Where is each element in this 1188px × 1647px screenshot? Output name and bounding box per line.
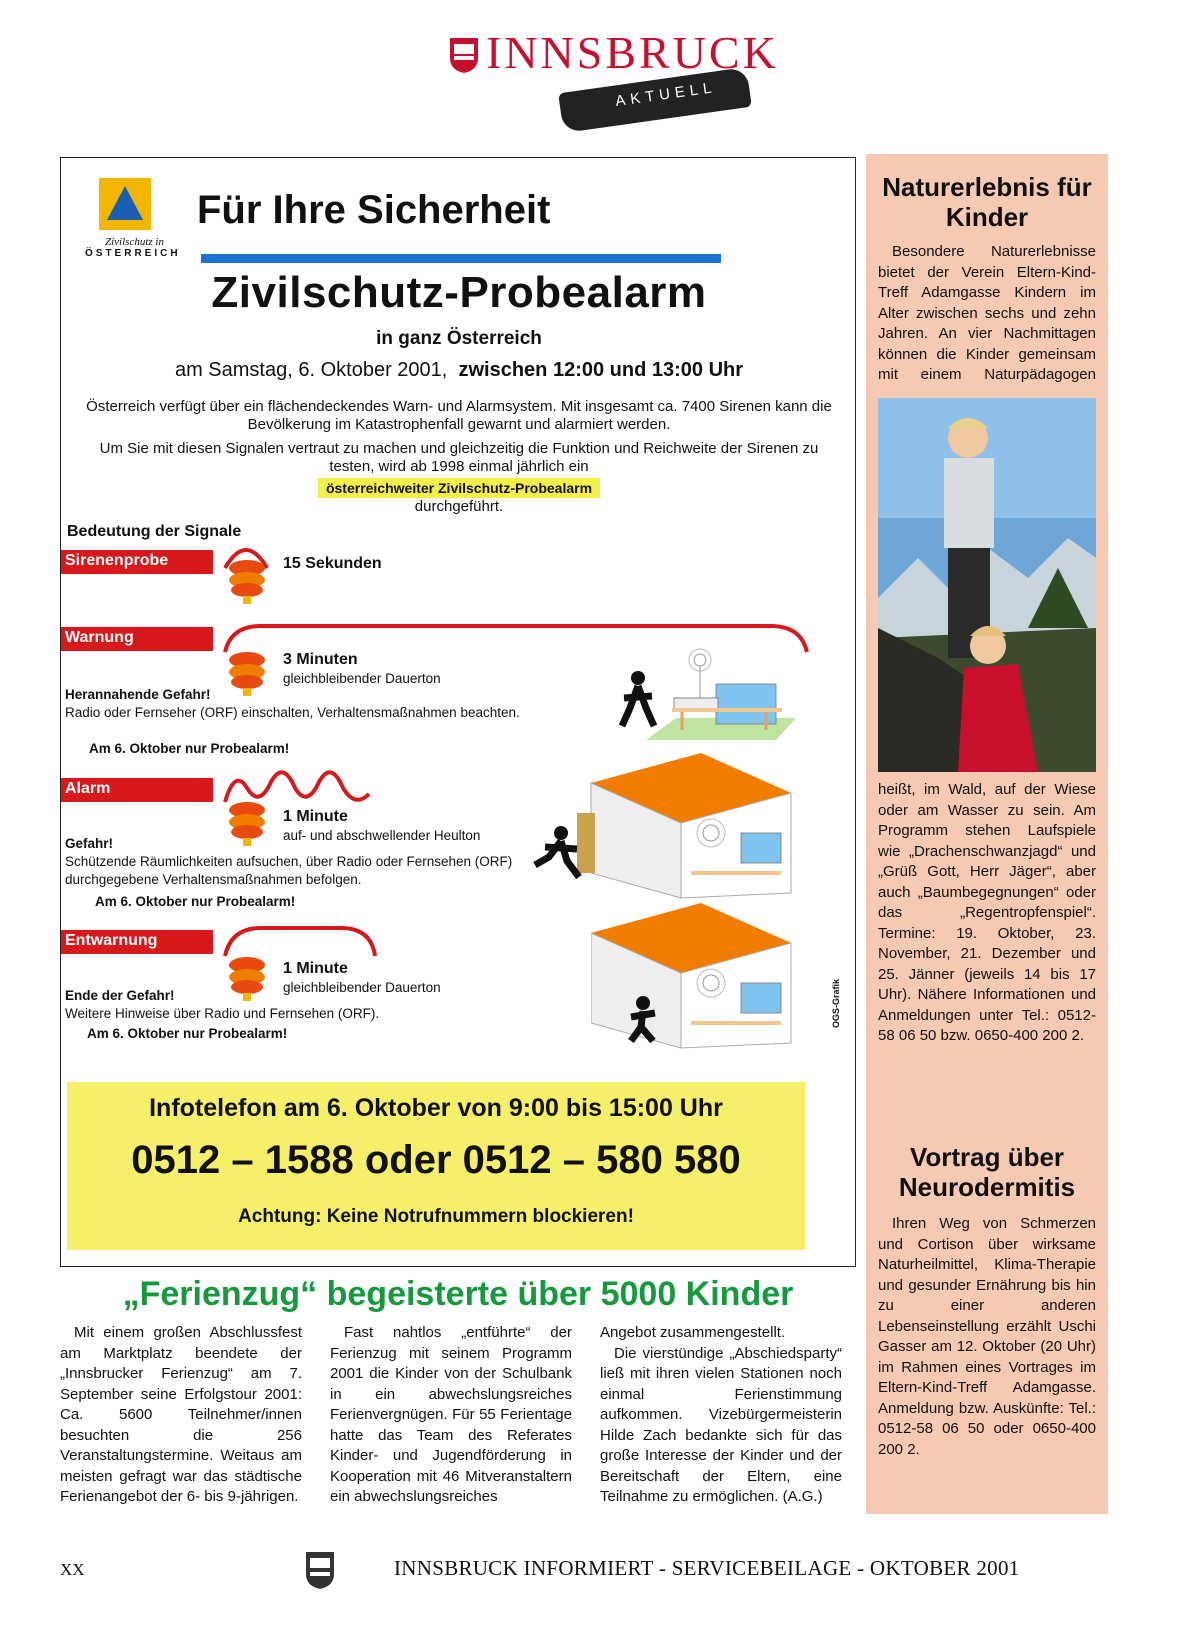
sidebar-text-1b — [878, 780, 1096, 1132]
sidebar-heading-2: Vortrag über Neurodermitis — [898, 1142, 1076, 1202]
highlight-text: österreichweiter Zivilschutz-Probealarm — [318, 478, 600, 498]
signal-text: Radio oder Fernseher (ORF) einschalten, Verhaltensmaßnahmen beachten. — [65, 705, 520, 720]
signal-label-sirenenprobe: Sirenenprobe — [61, 550, 213, 574]
radio-scene-illustration — [616, 648, 806, 748]
masthead — [440, 27, 779, 125]
notice-kicker: Für Ihre Sicherheit — [197, 188, 551, 232]
feature-column-2 — [330, 1323, 572, 1508]
time-text: zwischen 12:00 und 13:00 Uhr — [458, 359, 744, 381]
emergency-warning: Achtung: Keine Notrufnummern blockieren! — [238, 1206, 634, 1227]
city-crest-icon — [448, 36, 480, 74]
masthead-title: INNSBRUCK — [486, 27, 779, 78]
signal-label-alarm: Alarm — [61, 778, 213, 802]
probealarm-note: Am 6. Oktober nur Probealarm! — [87, 1026, 288, 1041]
info-line: Infotelefon am 6. Oktober von 9:00 bis 15:00 Uhr — [149, 1094, 723, 1122]
feature-column-3 — [600, 1323, 842, 1508]
warning-triangle-icon — [99, 178, 151, 230]
intro-paragraph-3: durchgeführt. — [414, 498, 504, 515]
feature-headline: „Ferienzug“ begeisterte über 5000 Kinder — [122, 1275, 794, 1313]
probealarm-note: Am 6. Oktober nur Probealarm! — [89, 741, 290, 756]
sidebar — [866, 154, 1108, 1514]
signals-title: Bedeutung der Signale — [67, 523, 242, 540]
sidebar-paragraph: Ihren Weg von Schmerzen und Cortison über wirksame Naturheilmittel, Klima-Therapie und gesunder Ernährung bis hin zu einer anderen Lebenseinstellung erzählt Uschi Gasser am 12. Oktober (20 Uhr) im Rahmen eines Vortrages im Eltern-Kind-Treff Adamgasse. Anmeldung bzw. Auskünfte: Tel.: 0512-58 06 50 oder 0650-400 200 2. — [878, 1215, 1096, 1458]
notice-date — [61, 359, 857, 382]
masthead-subtitle: AKTUELL — [614, 79, 718, 110]
city-crest-icon — [304, 1550, 336, 1590]
feature-paragraph: Mit einem großen Abschlussfest am Marktplatz beendete der „Innsbrucker Ferienzug“ am 7. September seine Erfolgstour 2001: Ca. 5600 Teilnehmer/innen besuchten die 256 Veranstaltungstermine. Weitaus am meisten gefragt war das städtische Ferienangebot der 6- bis 9-jährigen. — [60, 1324, 302, 1505]
intro-paragraph-2: Um Sie mit diesen Signalen vertraut zu machen und gleichzeitig die Funktion und Reichweite der Sirenen zu testen, wird ab 1998 einmal jährlich ein — [99, 440, 819, 475]
house-inside-illustration — [591, 903, 806, 1053]
signal-tone: gleichbleibender Dauerton — [283, 671, 441, 686]
sidebar-paragraph: heißt, im Wald, auf der Wiese oder am Wasser zu sein. Am Programm stehen Laufspiele wie „Drachenschwanzjagd“ und „Grüß Gott, Herr Jäger“, aber auch „Baumbegegnungen“ oder das „Regentropfenspiel“. Termine: 19. Oktober, 23. November, 21. Dezember und 25. Jänner (jeweils 14 bis 17 Uhr). Nähere Informationen und Anmeldungen unter Tel.: 0512-58 06 50 bzw. 0650-400 200 2. — [878, 781, 1096, 1044]
notice-intro — [81, 398, 837, 516]
graphic-credit: OGS-Grafik — [831, 978, 841, 1028]
intro-paragraph-1: Österreich verfügt über ein flächendeckendes Warn- und Alarmsystem. Mit insgesamt ca. 7400 Sirenen kann die Bevölkerung im Katastrophenfall gewarnt und alarmiert werden. — [86, 398, 832, 433]
blue-rule — [201, 254, 721, 263]
signal-instructions — [65, 686, 535, 722]
notice-headline: Zivilschutz-Probealarm — [211, 268, 707, 317]
date-text: am Samstag, 6. Oktober 2001, — [174, 359, 448, 381]
signal-heading: Ende der Gefahr! — [65, 988, 175, 1003]
info-hotline-box — [67, 1082, 805, 1250]
feature-column-1 — [60, 1323, 302, 1508]
zivilschutz-logo — [85, 178, 195, 259]
civil-protection-notice — [60, 157, 856, 1267]
signal-instructions — [65, 835, 535, 889]
siren-icon — [225, 556, 269, 606]
logo-line1: Zivilschutz in — [105, 236, 164, 248]
house-shelter-illustration — [531, 753, 806, 903]
signal-heading: Herannahende Gefahr! — [65, 687, 211, 702]
signal-duration: 15 Sekunden — [283, 555, 382, 572]
signal-tone: gleichbleibender Dauerton — [283, 980, 441, 995]
sidebar-text-2 — [878, 1214, 1096, 1460]
footer-title: INNSBRUCK INFORMIERT - SERVICEBEILAGE - OKTOBER 2001 — [394, 1556, 1020, 1580]
feature-paragraph: Fast nahtlos „entführte“ der Ferienzug mit seinem Programm 2001 die Kinder von der Schulbank in ein abwechslungsreiches Ferienvergnügen. Für 55 Ferientage hatte das Team des Referates Kinder- und Jugendförderung in Kooperation mit 46 Mitveranstaltern ein abwechslungsreiches — [330, 1324, 572, 1505]
feature-paragraph: Angebot zusammengestellt. — [600, 1324, 786, 1341]
logo-line2: ÖSTERREICH — [85, 248, 181, 259]
signal-heading: Gefahr! — [65, 836, 114, 851]
signal-text: Weitere Hinweise über Radio und Fernsehen (ORF). — [65, 1006, 380, 1021]
page-number: XX — [60, 1560, 85, 1579]
signal-duration: 1 Minute — [283, 808, 348, 825]
signal-tone: auf- und abschwellender Heulton — [283, 828, 481, 843]
signal-label-entwarnung: Entwarnung — [61, 930, 213, 954]
children-nature-photo — [878, 398, 1096, 772]
sidebar-text-1a — [878, 242, 1096, 388]
signal-duration: 1 Minute — [283, 960, 348, 977]
signal-instructions — [65, 987, 535, 1023]
phone-numbers: 0512 – 1588 oder 0512 – 580 580 — [131, 1138, 741, 1182]
signal-label-warnung: Warnung — [61, 627, 213, 651]
notice-scope: in ganz Österreich — [376, 328, 542, 349]
feature-paragraph: Die vierstündige „Abschiedsparty“ ließ mit ihren vielen Stationen noch einmal Ferienstimmung aufkommen. Vizebürgermeisterin Hilde Zach bedankte sich für das große Interesse der Kinder und der Bereitschaft der Eltern, eine Teilnahme zu ermöglichen. (A.G.) — [600, 1344, 842, 1505]
sidebar-heading-1: Naturerlebnis für Kinder — [882, 172, 1092, 232]
probealarm-note: Am 6. Oktober nur Probealarm! — [95, 894, 296, 909]
signal-text: Schützende Räumlichkeiten aufsuchen, über Radio oder Fernsehen (ORF) durchgegebene Verhaltensmaßnahmen befolgen. — [65, 854, 513, 887]
sidebar-paragraph: Besondere Naturerlebnisse bietet der Verein Eltern-Kind-Treff Adamgasse Kindern im Alter zwischen sechs und zehn Jahren. An vier Nachmittagen können die Kinder gemeinsam mit einem Naturpädagogen — [878, 243, 1096, 383]
signal-duration: 3 Minuten — [283, 651, 358, 668]
